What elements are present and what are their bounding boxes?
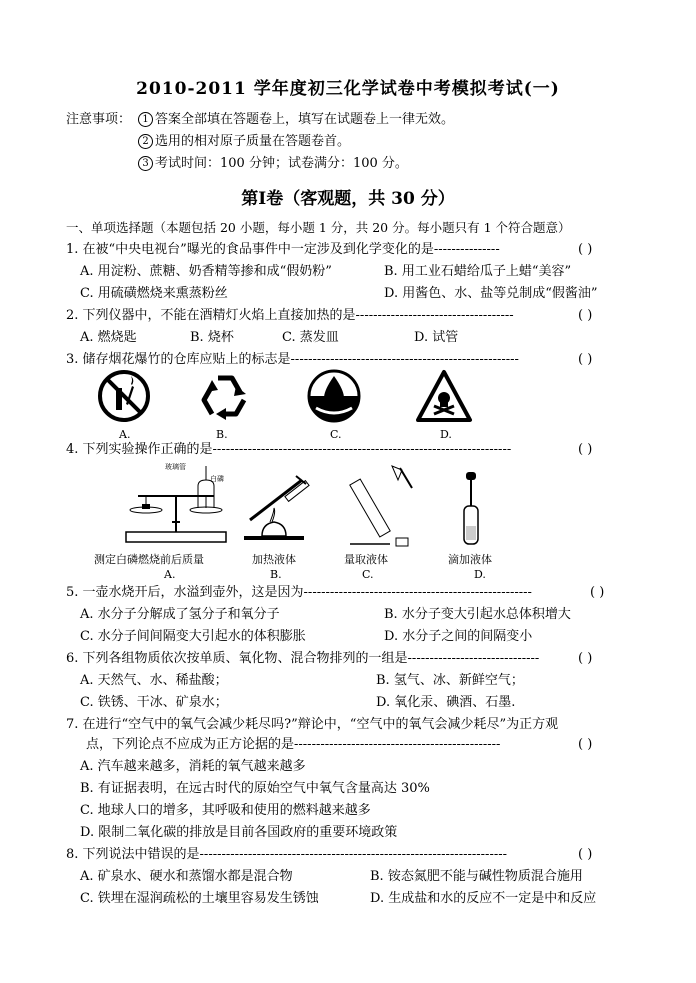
note-text: 答案全部填在答题卷上，填写在试题卷上一律无效。 [155, 112, 455, 127]
q5-stem: 5. 一壶水烧开后，水溢到壶外，这是因为---------------------------------------------------- [66, 585, 532, 600]
q4-option-c: C. [362, 568, 374, 581]
caption-a: 测定白磷燃烧前后质量 [94, 553, 204, 566]
notes-label: 注意事项： [66, 112, 132, 127]
caption-d: 滴加液体 [448, 553, 492, 566]
answer-paren: ( ) [578, 847, 593, 862]
q4-stem: 4. 下列实验操作正确的是-------------------------------------------------------------------- [66, 442, 512, 457]
note-1 [138, 111, 454, 129]
q6-option-c: C. 铁锈、干冰、矿泉水； [80, 695, 228, 710]
q2-option-c: C. 蒸发皿 [282, 330, 339, 345]
q3-option-a: A. [119, 428, 131, 441]
q5-option-b: B. 水分子变大引起水总体积增大 [384, 607, 571, 622]
q8-option-c: C. 铁埋在湿润疏松的土壤里容易发生锈蚀 [80, 891, 319, 906]
answer-paren: ( ) [578, 737, 593, 752]
toxic-sign-icon [414, 368, 474, 424]
q6-stem: 6. 下列各组物质依次按单质、氧化物、混合物排列的一组是------------------------------ [66, 651, 540, 666]
q8-option-d: D. 生成盐和水的反应不一定是中和反应 [370, 891, 597, 906]
section-title: 第Ⅰ卷（客观题，共 30 分） [241, 189, 455, 209]
note-text: 考试时间：100 分钟；试卷满分：100 分。 [155, 156, 408, 171]
q1-option-b: B. 用工业石蜡给瓜子上蜡“美容” [384, 264, 572, 279]
exam-title: 2010-2011 学年度初三化学试卷中考模拟考试(一) [136, 79, 560, 99]
circled-number: 2 [138, 134, 153, 149]
q7-option-c: C. 地球人口的增多，其呼吸和使用的燃料越来越多 [80, 803, 371, 818]
q5-option-a: A. 水分子分解成了氢分子和氧分子 [80, 607, 280, 622]
q1-option-d: D. 用酱色、水、盐等兑制成“假酱油” [384, 286, 598, 301]
q8-option-b: B. 铵态氮肥不能与碱性物质混合施用 [370, 869, 583, 884]
q3-stem: 3. 储存烟花爆竹的仓库应贴上的标志是---------------------------------------------------- [66, 352, 519, 367]
caption-b: 加热液体 [252, 553, 296, 566]
q3-option-d: D. [440, 428, 452, 441]
circled-number: 1 [138, 112, 153, 127]
note-2 [138, 133, 350, 151]
q3-option-c: C. [330, 428, 342, 441]
q7-option-b: B. 有证据表明，在远古时代的原始空气中氧气含量高达 30% [80, 781, 430, 796]
q7-stem-line-1: 7. 在进行“空气中的氧气会减少耗尽吗?”辩论中，“空气中的氧气会减少耗尽”为正方观 [66, 717, 559, 732]
q6-option-b: B. 氢气、冰、新鲜空气； [376, 673, 524, 688]
measuring-cylinder-icon [330, 464, 430, 548]
part-heading: 一、单项选择题（本题包括 20 小题，每小题 1 分，共 20 分。每小题只有 1 个符合题意） [66, 220, 571, 235]
q4-option-b: B. [270, 568, 282, 581]
answer-paren: ( ) [578, 242, 593, 257]
label-glass-tube: 玻璃管 [165, 463, 186, 471]
corrosive-sign-icon [306, 368, 362, 424]
q1-option-a: A. 用淀粉、蔗糖、奶香精等掺和成“假奶粉” [80, 264, 332, 279]
q1-option-c: C. 用硫磺燃烧来熏蒸粉丝 [80, 286, 228, 301]
q8-option-a: A. 矿泉水、硬水和蒸馏水都是混合物 [80, 869, 293, 884]
q2-option-b: B. 烧杯 [190, 330, 234, 345]
dropper-icon [456, 470, 486, 548]
q7-option-a: A. 汽车越来越多，消耗的氧气越来越多 [80, 759, 306, 774]
heating-liquid-icon [240, 470, 320, 546]
caption-c: 量取液体 [344, 553, 388, 566]
q2-stem: 2. 下列仪器中，不能在酒精灯火焰上直接加热的是------------------------------------ [66, 308, 514, 323]
answer-paren: ( ) [578, 352, 593, 367]
q2-option-a: A. 燃烧匙 [80, 330, 137, 345]
recycle-sign-icon [196, 370, 254, 422]
answer-paren: ( ) [578, 651, 593, 666]
circled-number: 3 [138, 156, 153, 171]
note-3 [138, 155, 408, 173]
q7-option-d: D. 限制二氧化碳的排放是目前各国政府的重要环境政策 [80, 825, 398, 840]
q7-stem-line-2: 点，下列论点不应成为正方论据的是----------------------------------------------- [86, 737, 501, 752]
q6-option-a: A. 天然气、水、稀盐酸； [80, 673, 228, 688]
q4-option-a: A. [164, 568, 176, 581]
note-text: 选用的相对原子质量在答题卷首。 [155, 134, 351, 149]
answer-paren: ( ) [590, 585, 605, 600]
q8-stem: 8. 下列说法中错误的是---------------------------------------------------------------------- [66, 847, 508, 862]
q1-stem: 1. 在被“中央电视台”曝光的食品事件中一定涉及到化学变化的是--------------- [66, 242, 500, 257]
label-white-phosphorus: 白磷 [210, 475, 224, 483]
q4-option-d: D. [474, 568, 486, 581]
q5-option-d: D. 水分子之间的间隔变小 [384, 629, 533, 644]
q2-option-d: D. 试管 [414, 330, 459, 345]
no-fire-sign-icon [96, 368, 152, 424]
q6-option-d: D. 氧化汞、碘酒、石墨. [376, 695, 516, 710]
q3-option-b: B. [216, 428, 228, 441]
answer-paren: ( ) [578, 308, 593, 323]
answer-paren: ( ) [578, 442, 593, 457]
q5-option-c: C. 水分子间间隔变大引起水的体积膨胀 [80, 629, 306, 644]
